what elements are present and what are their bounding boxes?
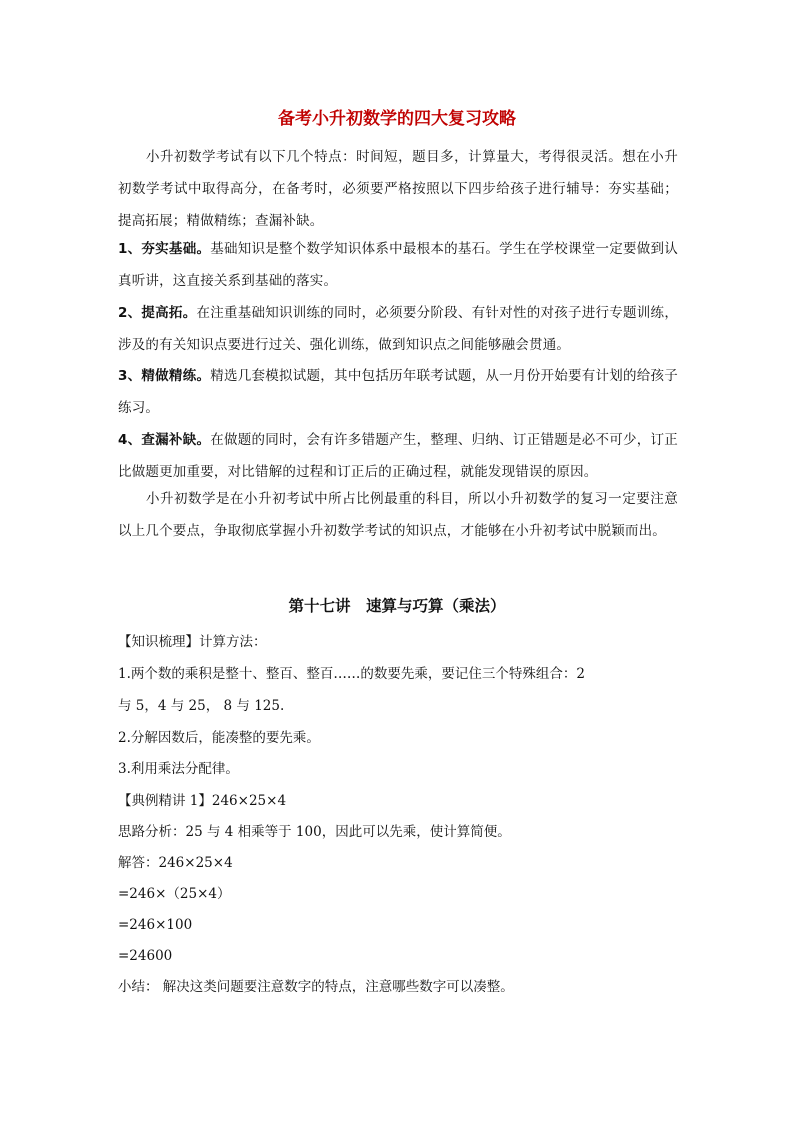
analysis-line: 思路分析：25 与 4 相乘等于 100，因此可以先乘，使计算简便。 bbox=[118, 824, 511, 840]
point-1 bbox=[118, 233, 678, 297]
solution-line-4: =24600 bbox=[118, 948, 173, 964]
summary-line: 小结： 解决这类问题要注意数字的特点，注意哪些数字可以凑整。 bbox=[118, 979, 514, 995]
method-line-3: 2.分解因数后，能凑整的要先乘。 bbox=[118, 730, 320, 746]
point-3-text: 精选几套模拟试题，其中包括历年联考试题，从一月份开始要有计划的给孩子练习。 bbox=[118, 368, 678, 416]
point-1-lead: 1、夯实基础。 bbox=[118, 241, 211, 257]
point-3-lead: 3、精做精练。 bbox=[118, 368, 211, 384]
point-1-text: 基础知识是整个数学知识体系中最根本的基石。学生在学校课堂一定要做到认真听讲，这直接关系到基础的落实。 bbox=[118, 241, 678, 289]
point-2-lead: 2、提高拓。 bbox=[118, 305, 197, 321]
conclusion-paragraph: 小升初数学是在小升初考试中所占比例最重的科目，所以小升初数学的复习一定要注意以上几个要点，争取彻底掌握小升初数学考试的知识点，才能够在小升初考试中脱颖而出。 bbox=[118, 491, 678, 539]
lecture-title: 第十七讲 速算与巧算（乘法） bbox=[288, 597, 506, 615]
point-2 bbox=[118, 297, 678, 361]
method-line-2: 与 5，4 与 25， 8 与 125. bbox=[118, 698, 285, 714]
method-line-4: 3.利用乘法分配律。 bbox=[118, 761, 239, 777]
example-heading: 【典例精讲 1】246×25×4 bbox=[118, 793, 287, 809]
solution-line-2: =246×（25×4） bbox=[118, 886, 231, 902]
solution-line-1: 解答：246×25×4 bbox=[118, 855, 233, 871]
point-4-lead: 4、查漏补缺。 bbox=[118, 432, 211, 448]
point-2-text: 在注重基础知识训练的同时，必须要分阶段、有针对性的对孩子进行专题训练，涉及的有关知识点要进行过关、强化训练，做到知识点之间能够融会贯通。 bbox=[118, 305, 679, 353]
solution-line-3: =246×100 bbox=[118, 917, 193, 933]
document-title: 备考小升初数学的四大复习攻略 bbox=[278, 109, 516, 129]
method-line-1: 1.两个数的乘积是整十、整百、整百……的数要先乘，要记住三个特殊组合：2 bbox=[118, 666, 585, 682]
point-4 bbox=[118, 424, 678, 488]
point-3 bbox=[118, 360, 678, 424]
knowledge-heading: 【知识梳理】计算方法： bbox=[118, 634, 267, 650]
point-4-text: 在做题的同时，会有许多错题产生，整理、归纳、订正错题是必不可少，订正比做题更加重要，对比错解的过程和订正后的正确过程，就能发现错误的原因。 bbox=[118, 432, 678, 480]
intro-paragraph: 小升初数学考试有以下几个特点：时间短，题目多，计算量大，考得很灵活。想在小升初数学考试中取得高分，在备考时，必须要严格按照以下四步给孩子进行辅导：夯实基础；提高拓展；精做精练；查漏补缺。 bbox=[118, 149, 678, 229]
